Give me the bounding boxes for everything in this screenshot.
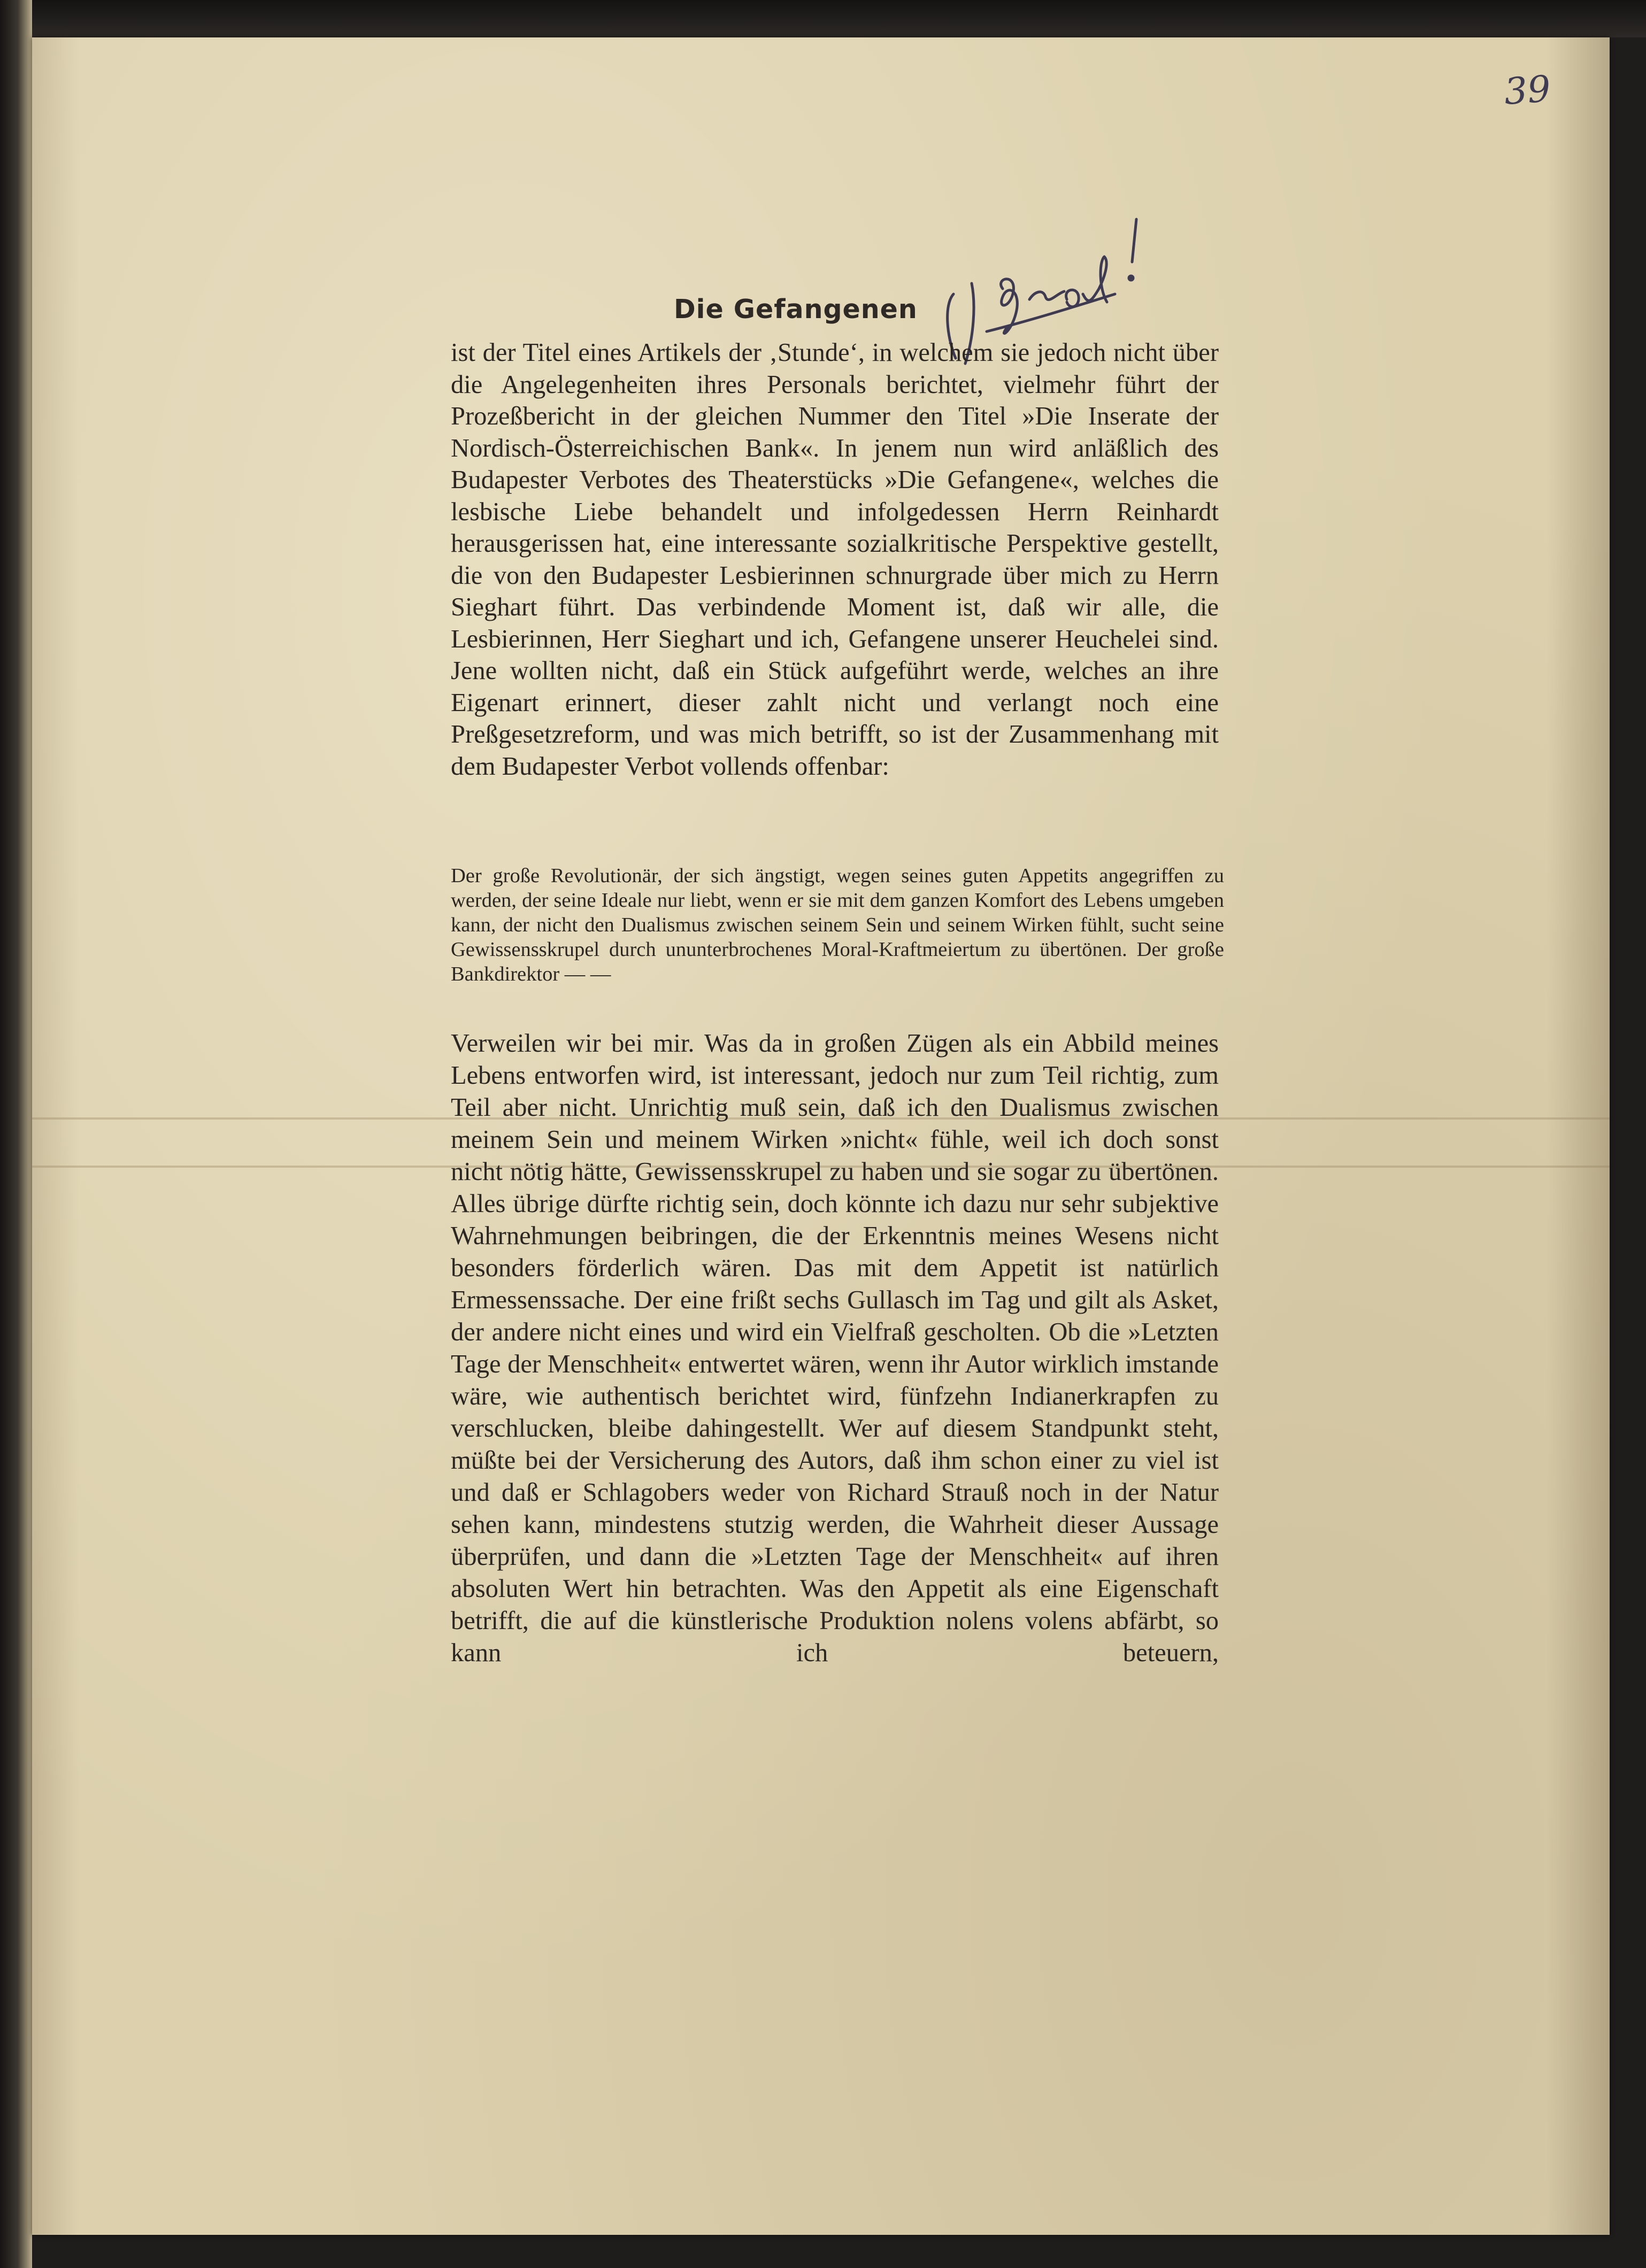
body-paragraph-1 [451,337,1219,782]
book-spine-edge [0,0,32,2268]
document-page [32,37,1610,2235]
body-paragraph-2 [451,1028,1219,1669]
quoted-passage [451,863,1224,986]
handwritten-page-number: 39 [1503,68,1552,113]
article-heading: Die Gefangenen [674,294,918,325]
scan-top-border [0,0,1646,37]
quote-text: Der große Revolutionär, der sich ängstigt, wegen seines guten Appetits angegriffen zu werden, der seine Ideale nur liebt, wenn er sie mit dem ganzen Komfort des Lebens umgeben kann, der nicht den Dualismus zwischen seinem Sein und seinem Wirken fühlt, sucht seine Gewissensskrupel durch ununterbrochenes Moral-Kraftmeiertum zu übertönen. Der große Bankdirektor — — [451,865,1224,985]
paragraph-text: Verweilen wir bei mir. Was da in großen Zügen als ein Abbild meines Lebens entworfen wird, ist interessant, jedoch nur zum Teil richtig, zum Teil aber nicht. Unrichtig muß sein, daß ich den Dualismus zwischen meinem Sein und meinem Wirken »nicht« fühle, weil ich doch sonst nicht nötig hätte, Gewissensskrupel zu haben und sie sogar zu übertönen. Alles übrige dürfte richtig sein, doch könnte ich dazu nur sehr subjektive Wahrnehmungen beibringen, die der Erkenntnis meines Wesens nicht besonders förderlich wären. Das mit dem Appetit ist natürlich Ermessenssache. Der eine frißt sechs Gullasch im Tag und gilt als Asket, der andere nicht eines und wird ein Vielfraß gescholten. Ob die »Letzten Tage der Menschheit« entwertet wären, wenn ihr Autor wirklich imstande wäre, wie authentisch berichtet wird, fünfzehn Indianerkrapfen zu verschlucken, bleibe dahingestellt. Wer auf diesem Standpunkt steht, müßte bei der Versicherung des Autors, daß ihm schon einer zu viel ist und daß er Schlagobers weder von Richard Strauß noch in der Natur sehen kann, mindestens stutzig werden, die Wahrheit dieser Aussage überprüfen, und dann die »Letzten Tage der Menschheit« auf ihren absoluten Wert hin betrachten. Was den Appetit als eine Eigenschaft betrifft, die auf die künstlerische Produktion nolens volens abfärbt, so kann ich beteuern, [451,1029,1219,1667]
paragraph-text: ist der Titel eines Artikels der ‚Stunde‘, in welchem sie jedoch nicht über die Angelegenheiten ihres Personals berichtet, vielmehr führt der Prozeßbericht in der gleichen Nummer den Titel »Die Inserate der Nordisch-Österreichischen Bank«. In jenem nun wird anläßlich des Budapester Verbotes des Theaterstücks »Die Gefangene«, welches die lesbische Liebe behandelt und infolgedessen Herrn Reinhardt herausgerissen hat, eine interessante sozialkritische Perspektive gestellt, die von den Budapester Lesbierinnen schnurgrade über mich zu Herrn Sieghart führt. Das verbindende Moment ist, daß wir alle, die Lesbierinnen, Herr Sieghart und ich, Gefangene unserer Heuchelei sind. Jene wollten nicht, daß ein Stück aufgeführt werde, welches an ihre Eigenart erinnert, dieser zahlt nicht und verlangt noch eine Preßgesetzreform, und was mich betrifft, so ist der Zusammenhang mit dem Budapester Verbot vollends offenbar: [451,338,1219,781]
